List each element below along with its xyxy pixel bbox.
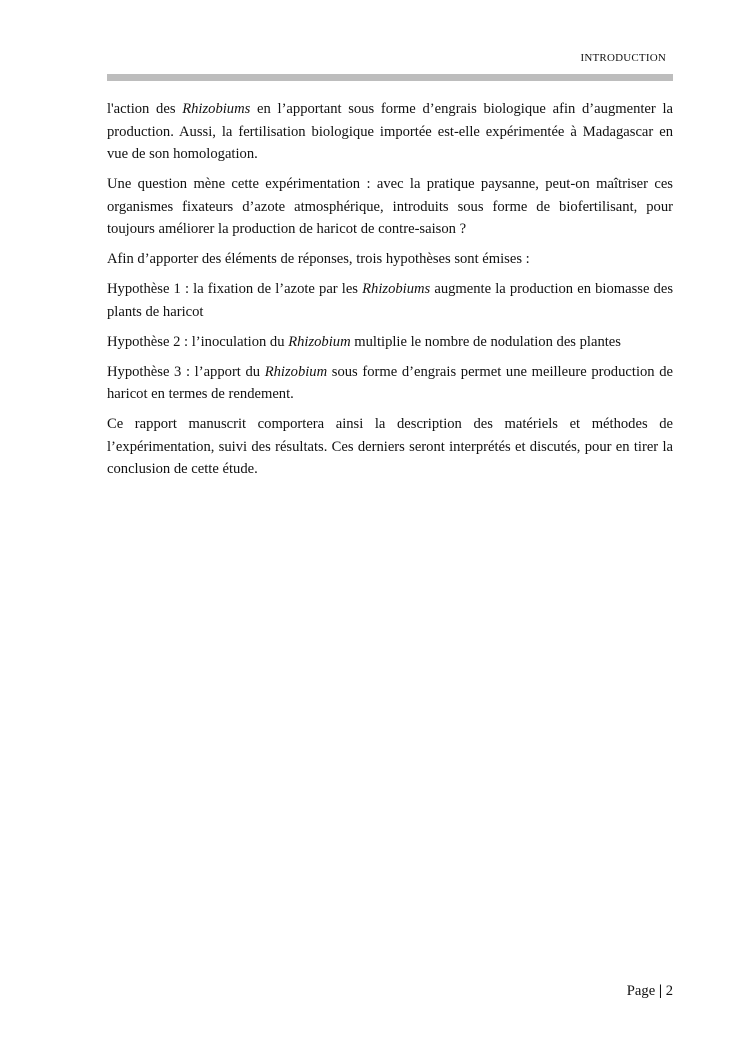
italic-text: Rhizobium bbox=[264, 363, 328, 380]
body-text bbox=[107, 98, 673, 488]
text: Hypothèse 2 : l’inoculation du bbox=[107, 333, 289, 350]
text: Ce rapport manuscrit comportera ainsi la description des matériels et méthodes de l’expérimentation, suivi des résultats. Ces derniers seront interprétés et discutés, pour en tirer la conclusion de cette étude. bbox=[107, 416, 673, 477]
text: augmente la production en biomasse des plants de haricot bbox=[107, 281, 673, 320]
running-header: INTRODUCTION bbox=[580, 52, 666, 64]
paragraph bbox=[107, 173, 673, 241]
hypothesis-3 bbox=[107, 361, 673, 406]
page-number: 2 bbox=[665, 983, 673, 999]
italic-text: Rhizobiums bbox=[362, 281, 431, 297]
text: sous forme d’engrais permet une meilleure production de haricot en termes de rendement. bbox=[107, 363, 673, 402]
text: l'action des bbox=[107, 101, 183, 117]
header-rule bbox=[107, 74, 673, 81]
text: en l’apportant sous forme d’engrais biologique afin d’augmenter la production. Aussi, la fertilisation biologique importée est-elle expérimentée à Madagascar en vue de son homologation. bbox=[107, 101, 673, 162]
hypothesis-2 bbox=[107, 331, 673, 354]
paragraph bbox=[107, 248, 673, 271]
italic-text: Rhizobium bbox=[288, 333, 351, 350]
paragraph bbox=[107, 98, 673, 166]
page-label: Page bbox=[626, 983, 656, 999]
hypothesis-1 bbox=[107, 278, 673, 323]
text: Hypothèse 3 : l’apport du bbox=[107, 363, 265, 380]
text: multiplie le nombre de nodulation des plantes bbox=[350, 333, 621, 350]
page-footer bbox=[627, 983, 673, 1000]
separator: | bbox=[658, 983, 663, 999]
text: Afin d’apporter des éléments de réponses, trois hypothèses sont émises : bbox=[107, 251, 530, 267]
paragraph bbox=[107, 413, 673, 481]
text: Hypothèse 1 : la fixation de l’azote par les bbox=[107, 281, 363, 297]
italic-text: Rhizobiums bbox=[182, 101, 251, 117]
text: Une question mène cette expérimentation : avec la pratique paysanne, peut-on maîtriser ces organismes fixateurs d’azote atmosphérique, introduits sous forme de biofertilisant, pour toujours améliorer la production de haricot de contre-saison ? bbox=[107, 176, 673, 237]
